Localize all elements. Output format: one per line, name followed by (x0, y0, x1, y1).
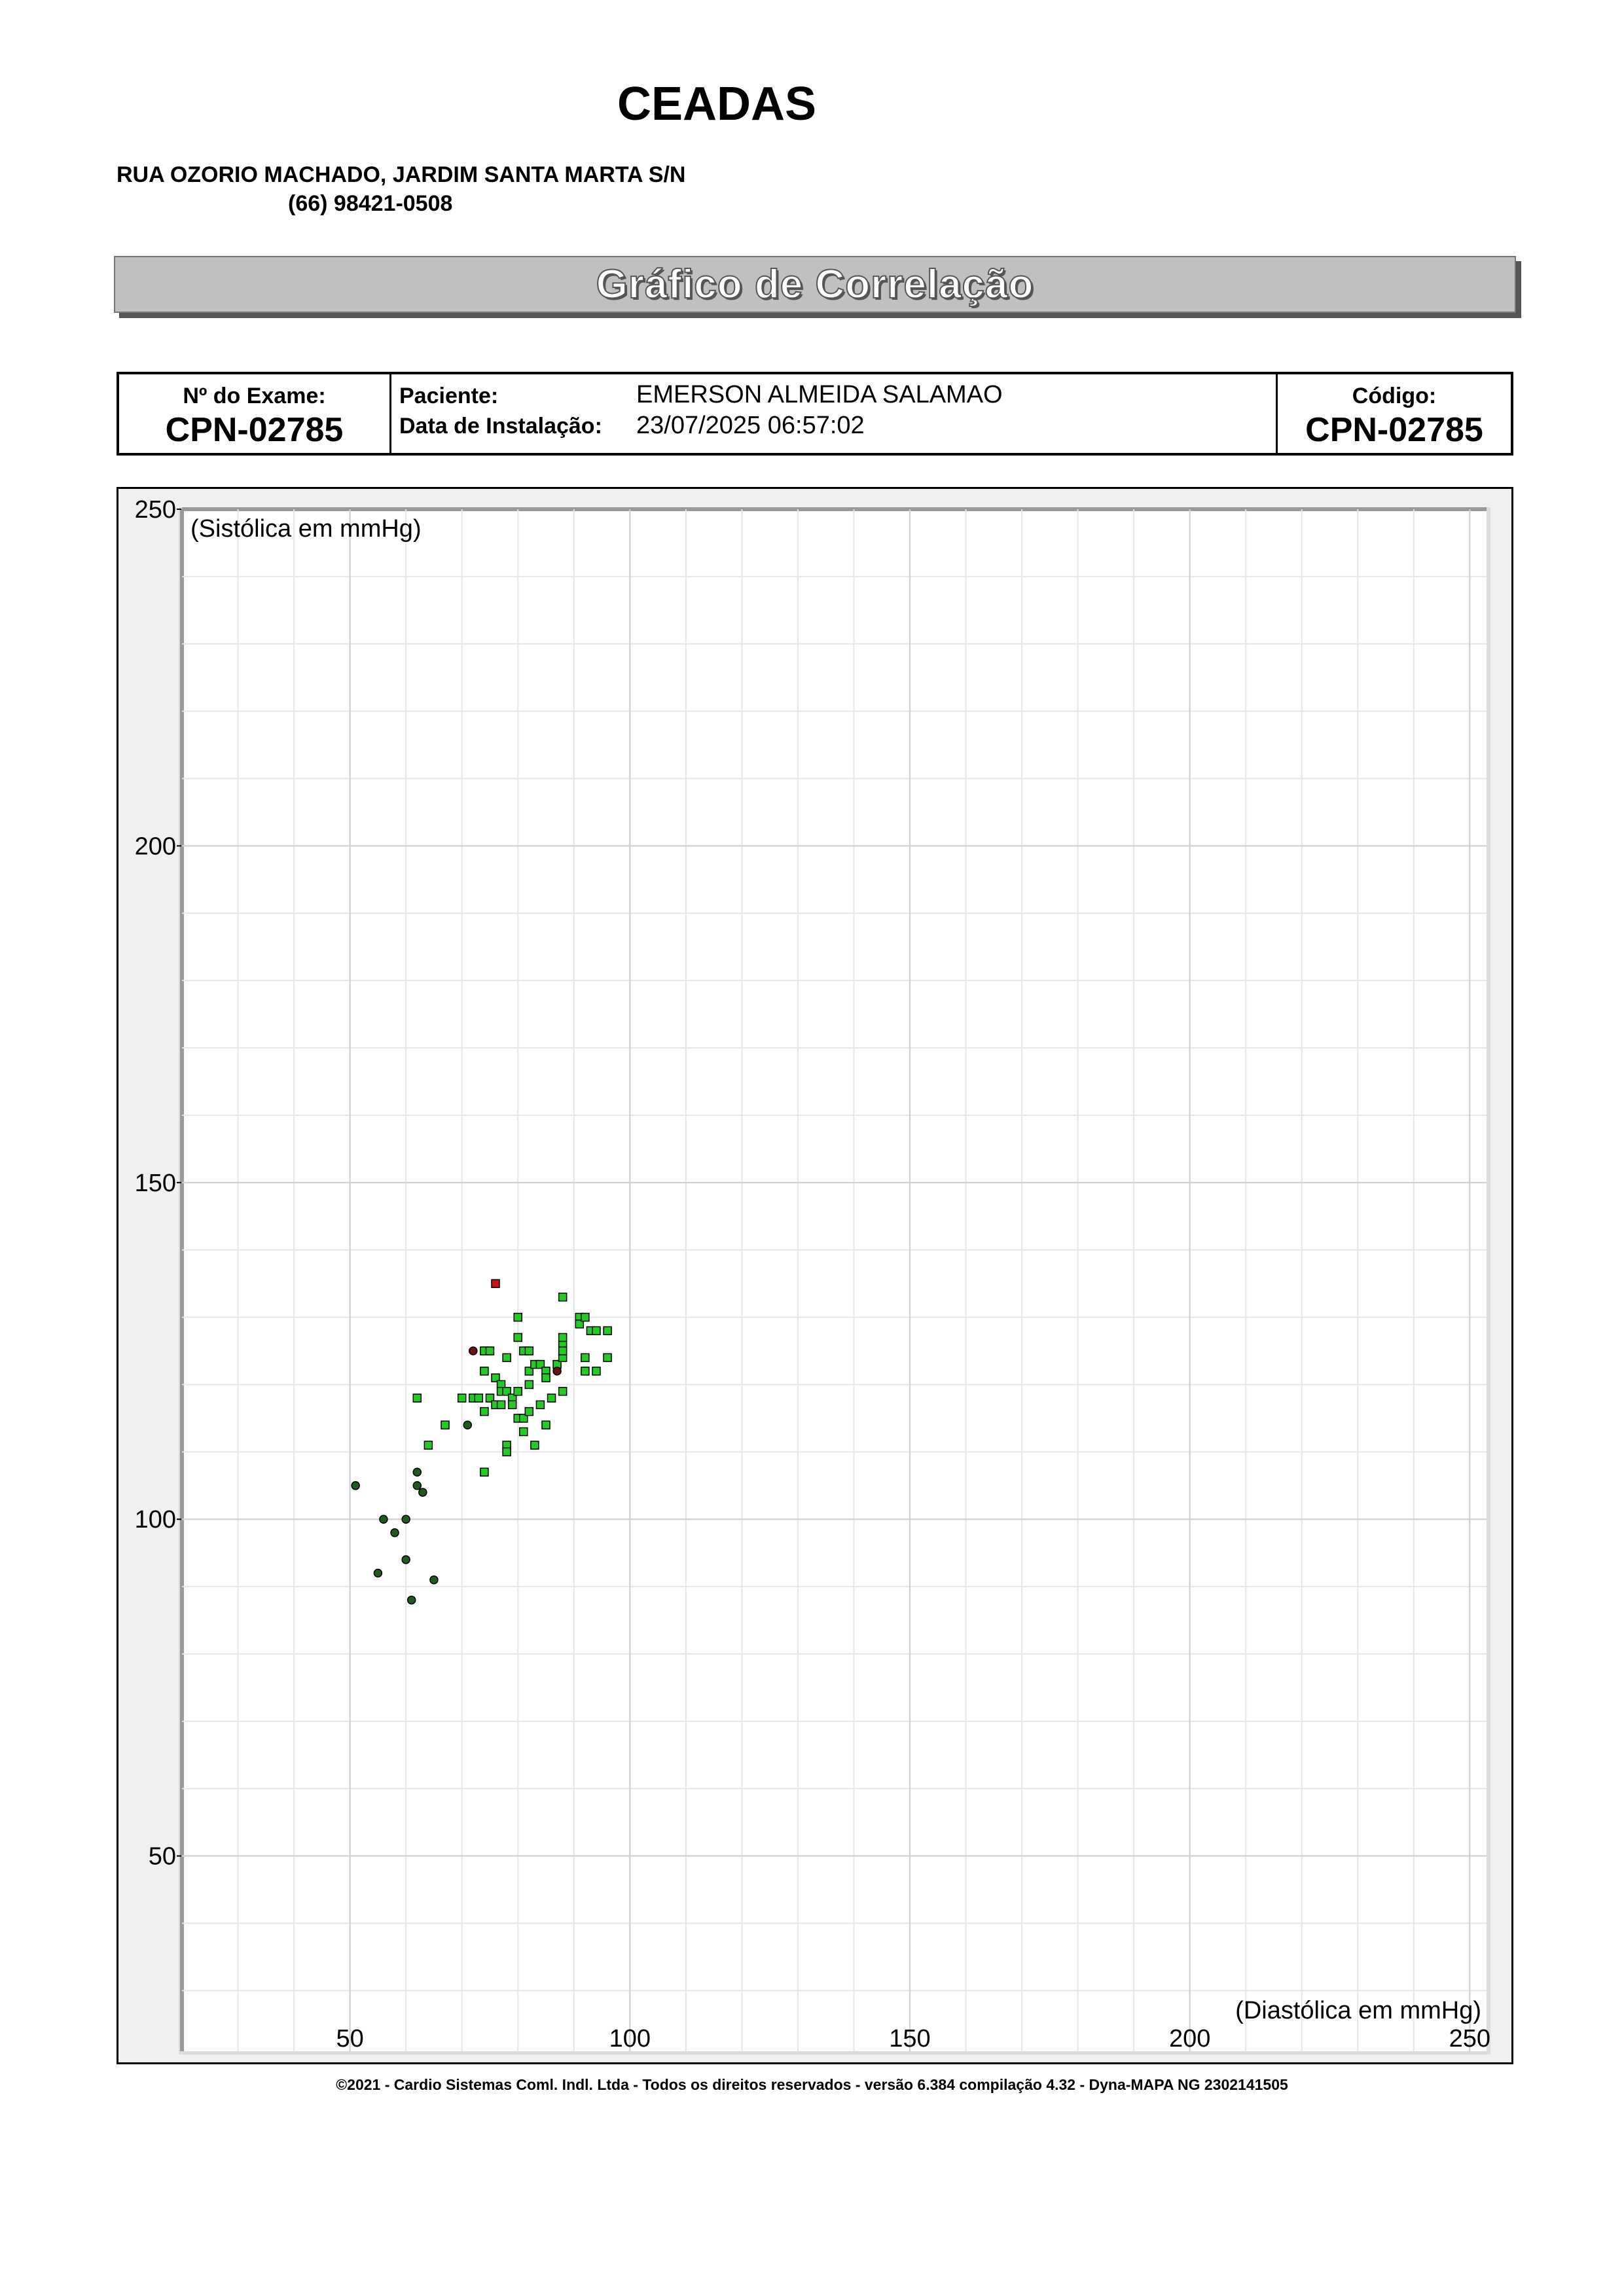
x-tick-label: 250 (1449, 2025, 1491, 2053)
data-point (413, 1482, 421, 1490)
data-point (352, 1482, 359, 1490)
data-point (463, 1421, 471, 1429)
data-point (402, 1556, 410, 1564)
data-point (380, 1515, 388, 1523)
data-point (424, 1441, 432, 1449)
code-cell (1276, 374, 1511, 453)
y-tick-label: 100 (134, 1506, 176, 1534)
install-date-value: 23/07/2025 06:57:02 (636, 412, 865, 439)
data-point (514, 1333, 522, 1341)
data-point (559, 1333, 567, 1341)
data-point (592, 1367, 600, 1375)
data-point (402, 1515, 410, 1523)
data-point (374, 1570, 382, 1577)
exam-number-value: CPN-02785 (165, 411, 344, 449)
data-point (604, 1327, 611, 1335)
report-title: Gráfico de Correlação (596, 262, 1034, 307)
data-point (458, 1394, 466, 1402)
data-point (475, 1394, 482, 1402)
data-point (503, 1448, 511, 1456)
clinic-address: RUA OZORIO MACHADO, JARDIM SANTA MARTA S/N (117, 162, 686, 187)
data-point (497, 1401, 505, 1408)
data-point (542, 1421, 550, 1429)
clinic-name: CEADAS (617, 78, 817, 130)
x-axis-title: (Diastólica em mmHg) (1235, 1997, 1481, 2024)
data-point (581, 1314, 589, 1321)
data-point (581, 1367, 589, 1375)
data-point (514, 1314, 522, 1321)
install-date-label: Data de Instalação: (399, 414, 602, 439)
exam-number-label: Nº do Exame: (183, 384, 326, 408)
data-point (408, 1596, 416, 1604)
data-point (604, 1354, 611, 1361)
x-tick-label: 150 (889, 2025, 931, 2053)
data-point (559, 1293, 567, 1301)
data-point (548, 1394, 556, 1402)
code-label: Código: (1352, 384, 1437, 408)
y-tick-label: 50 (148, 1842, 176, 1871)
data-point (536, 1401, 544, 1408)
data-point (525, 1347, 533, 1355)
data-point (469, 1347, 477, 1355)
x-tick-label: 50 (336, 2025, 364, 2053)
data-point (480, 1367, 488, 1375)
clinic-phone: (66) 98421-0508 (288, 191, 453, 216)
y-tick-label: 150 (134, 1169, 176, 1197)
patient-name: EMERSON ALMEIDA SALAMAO (636, 381, 1003, 408)
data-point (509, 1401, 516, 1408)
data-point (441, 1421, 449, 1429)
data-point (559, 1347, 567, 1355)
patient-label: Paciente: (399, 384, 499, 408)
x-tick-label: 100 (609, 2025, 651, 2053)
data-point (525, 1380, 533, 1388)
correlation-chart-frame (117, 487, 1513, 2064)
data-point (413, 1394, 421, 1402)
data-point (419, 1488, 427, 1496)
data-point (486, 1347, 494, 1355)
data-point (514, 1388, 522, 1395)
footer-copyright: ©2021 - Cardio Sistemas Coml. Indl. Ltda - Todos os direitos reservados - versão 6.384 compilação 4.32 - Dyna-MAPA NG 2302141505 (336, 2076, 1288, 2093)
data-point (480, 1468, 488, 1476)
data-point (559, 1388, 567, 1395)
data-point (520, 1427, 528, 1435)
x-tick-label: 200 (1168, 2025, 1211, 2053)
data-point (492, 1280, 499, 1287)
data-point (391, 1529, 399, 1537)
data-point (503, 1354, 511, 1361)
data-point (480, 1408, 488, 1416)
y-tick-label: 250 (134, 496, 176, 524)
data-point (413, 1468, 421, 1476)
data-point (553, 1367, 561, 1375)
data-point (542, 1374, 550, 1382)
data-point (592, 1327, 600, 1335)
data-point (531, 1441, 539, 1449)
y-axis-title: (Sistólica em mmHg) (190, 515, 422, 543)
data-point (525, 1408, 533, 1416)
correlation-chart (118, 489, 1511, 2062)
exam-number-cell (119, 374, 391, 453)
report-title-banner (114, 256, 1516, 313)
patient-info-box (117, 372, 1513, 456)
y-tick-label: 200 (134, 833, 176, 861)
data-point (430, 1576, 438, 1584)
code-value: CPN-02785 (1305, 411, 1483, 449)
data-point (581, 1354, 589, 1361)
